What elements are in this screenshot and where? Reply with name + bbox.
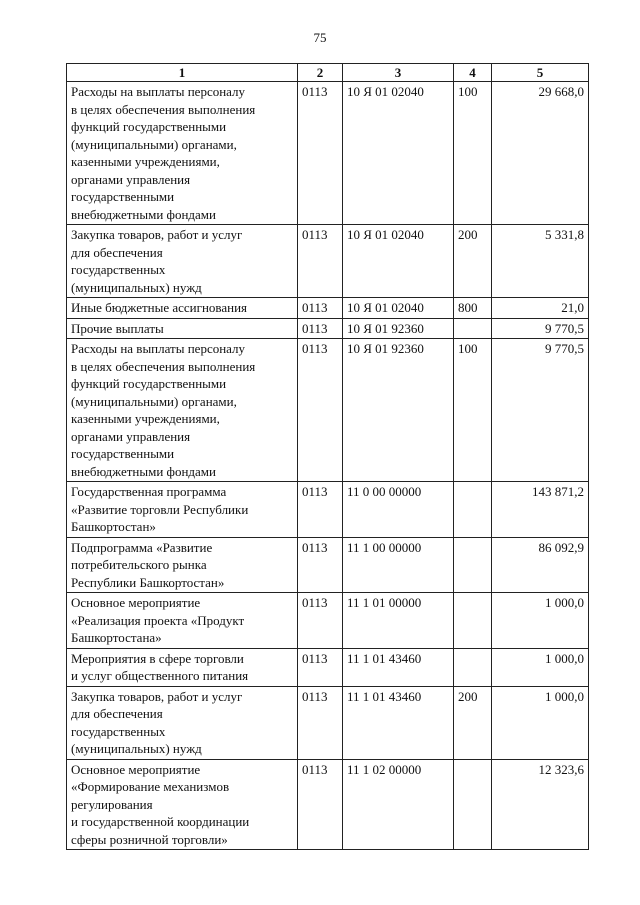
cell-section-code: 0113 (298, 318, 343, 339)
cell-section-code: 0113 (298, 759, 343, 850)
budget-table (66, 63, 589, 850)
column-header-4: 4 (454, 64, 492, 82)
cell-target-article: 11 1 01 00000 (343, 593, 454, 649)
cell-section-code: 0113 (298, 537, 343, 593)
cell-name: Иные бюджетные ассигнования (67, 298, 298, 319)
cell-amount: 1 000,0 (492, 648, 589, 686)
cell-target-article: 11 1 02 00000 (343, 759, 454, 850)
cell-expense-type (454, 318, 492, 339)
cell-target-article: 11 1 00 00000 (343, 537, 454, 593)
cell-name: Расходы на выплаты персоналу в целях обеспечения выполнения функций государственными (муниципальными) органами, казенными учреждениями, органами управления государственными внебюджетными фондами (67, 339, 298, 482)
cell-target-article: 10 Я 01 02040 (343, 298, 454, 319)
cell-expense-type: 100 (454, 339, 492, 482)
cell-target-article: 10 Я 01 02040 (343, 225, 454, 298)
cell-name: Подпрограмма «Развитие потребительского рынка Республики Башкортостан» (67, 537, 298, 593)
table-row (67, 482, 589, 538)
cell-section-code: 0113 (298, 298, 343, 319)
cell-target-article: 11 1 01 43460 (343, 648, 454, 686)
cell-expense-type: 100 (454, 82, 492, 225)
cell-section-code: 0113 (298, 593, 343, 649)
table-row (67, 298, 589, 319)
cell-section-code: 0113 (298, 482, 343, 538)
column-header-5: 5 (492, 64, 589, 82)
cell-amount: 21,0 (492, 298, 589, 319)
cell-expense-type: 800 (454, 298, 492, 319)
cell-expense-type (454, 648, 492, 686)
table-row (67, 82, 589, 225)
cell-expense-type: 200 (454, 225, 492, 298)
cell-target-article: 11 0 00 00000 (343, 482, 454, 538)
cell-amount: 12 323,6 (492, 759, 589, 850)
cell-amount: 5 331,8 (492, 225, 589, 298)
cell-expense-type (454, 759, 492, 850)
cell-amount: 143 871,2 (492, 482, 589, 538)
cell-expense-type: 200 (454, 686, 492, 759)
cell-expense-type (454, 537, 492, 593)
table-row (67, 759, 589, 850)
table-row (67, 318, 589, 339)
cell-amount: 86 092,9 (492, 537, 589, 593)
cell-target-article: 11 1 01 43460 (343, 686, 454, 759)
cell-amount: 9 770,5 (492, 318, 589, 339)
table-row (67, 225, 589, 298)
cell-name: Закупка товаров, работ и услуг для обеспечения государственных (муниципальных) нужд (67, 225, 298, 298)
cell-amount: 29 668,0 (492, 82, 589, 225)
cell-section-code: 0113 (298, 686, 343, 759)
cell-name: Прочие выплаты (67, 318, 298, 339)
table-row (67, 648, 589, 686)
cell-name: Закупка товаров, работ и услуг для обеспечения государственных (муниципальных) нужд (67, 686, 298, 759)
cell-section-code: 0113 (298, 339, 343, 482)
cell-target-article: 10 Я 01 92360 (343, 339, 454, 482)
column-header-3: 3 (343, 64, 454, 82)
cell-name: Государственная программа «Развитие торговли Республики Башкортостан» (67, 482, 298, 538)
cell-amount: 1 000,0 (492, 593, 589, 649)
cell-name: Мероприятия в сфере торговли и услуг общественного питания (67, 648, 298, 686)
cell-expense-type (454, 482, 492, 538)
cell-name: Основное мероприятие «Реализация проекта «Продукт Башкортостана» (67, 593, 298, 649)
table-row (67, 593, 589, 649)
page-number: 75 (313, 30, 327, 45)
cell-section-code: 0113 (298, 225, 343, 298)
cell-name: Основное мероприятие «Формирование механизмов регулирования и государственной координации сферы розничной торговли» (67, 759, 298, 850)
table-row (67, 686, 589, 759)
cell-amount: 9 770,5 (492, 339, 589, 482)
table-row (67, 339, 589, 482)
table-header-row (67, 64, 589, 82)
table-row (67, 537, 589, 593)
cell-name: Расходы на выплаты персоналу в целях обеспечения выполнения функций государственными (муниципальными) органами, казенными учреждениями, органами управления государственными внебюджетными фондами (67, 82, 298, 225)
cell-target-article: 10 Я 01 02040 (343, 82, 454, 225)
cell-target-article: 10 Я 01 92360 (343, 318, 454, 339)
cell-expense-type (454, 593, 492, 649)
cell-amount: 1 000,0 (492, 686, 589, 759)
cell-section-code: 0113 (298, 82, 343, 225)
column-header-2: 2 (298, 64, 343, 82)
cell-section-code: 0113 (298, 648, 343, 686)
column-header-1: 1 (67, 64, 298, 82)
